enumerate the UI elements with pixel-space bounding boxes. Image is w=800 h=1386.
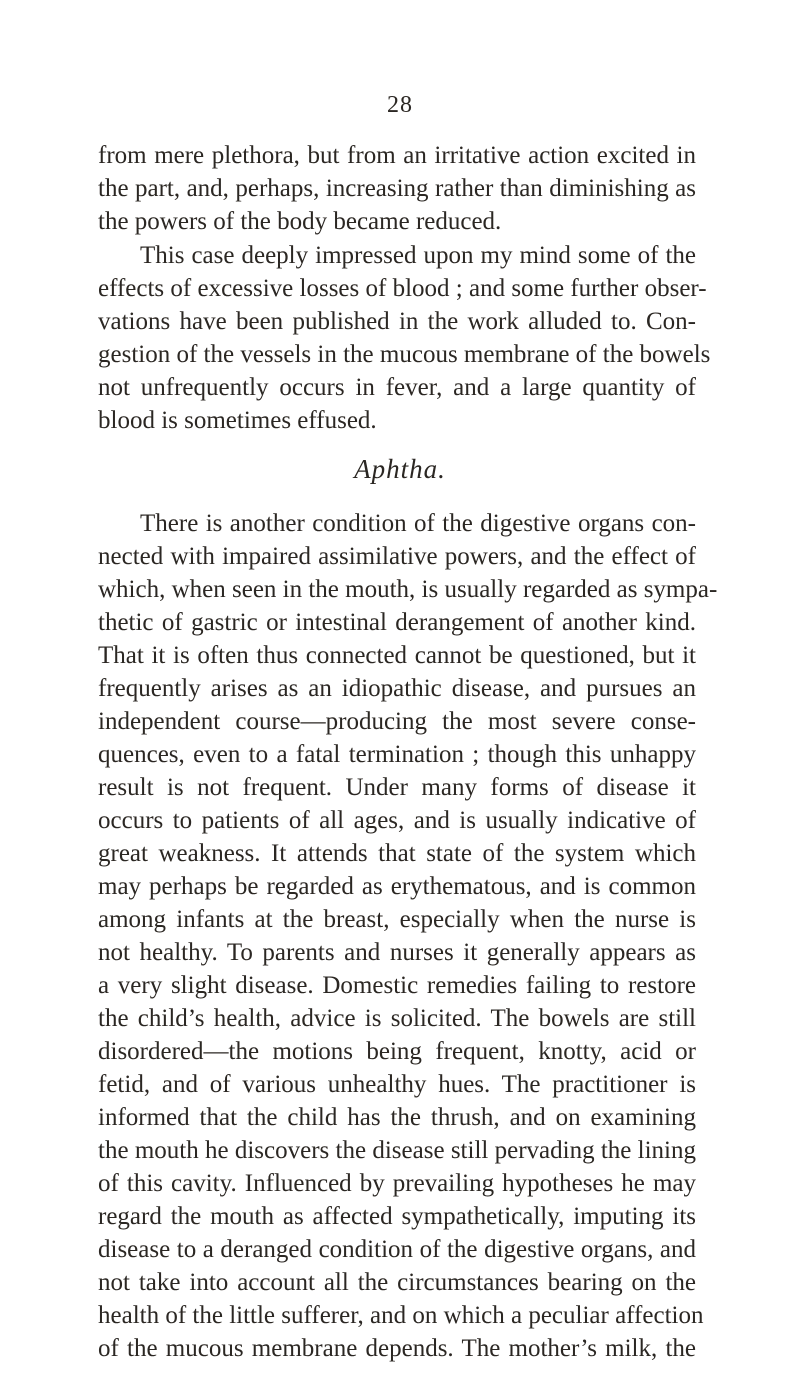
text-line: That it is often thus connected cannot be questioned, but it xyxy=(98,642,696,669)
text-line: among infants at the breast, especially when the nurse is xyxy=(98,906,696,933)
text-line: gestion of the vessels in the mucous membrane of the bowels xyxy=(98,341,711,368)
page-number: 28 xyxy=(387,92,413,118)
text-line: vations have been published in the work alluded to. Con- xyxy=(98,308,696,335)
text-line: may perhaps be regarded as erythematous, and is common xyxy=(98,873,696,900)
text-line: of this cavity. Influenced by prevailing hypotheses he may xyxy=(98,1170,696,1197)
text-line: the powers of the body became reduced. xyxy=(98,208,502,235)
text-line: independent course—producing the most severe conse- xyxy=(98,708,696,735)
text-line: occurs to patients of all ages, and is usually indicative of xyxy=(98,807,696,834)
text-line: the child’s health, advice is solicited. The bowels are still xyxy=(98,1005,696,1032)
text-line: health of the little sufferer, and on which a peculiar affection xyxy=(98,1302,704,1329)
text-line: a very slight disease. Domestic remedies failing to restore xyxy=(98,972,696,999)
text-line: informed that the child has the thrush, and on examining xyxy=(98,1104,696,1131)
text-line: result is not frequent. Under many forms of disease it xyxy=(98,774,696,801)
text-line: blood is sometimes effused. xyxy=(98,407,377,434)
text-line: the part, and, perhaps, increasing rather than diminishing as xyxy=(98,175,696,202)
text-line: thetic of gastric or intestinal derangement of another kind. xyxy=(98,609,696,636)
text-line: not unfrequently occurs in fever, and a large quantity of xyxy=(98,374,696,401)
text-line: great weakness. It attends that state of the system which xyxy=(98,840,696,867)
text-line: There is another condition of the digestive organs con- xyxy=(140,510,696,537)
text-line: effects of excessive losses of blood ; and some further obser- xyxy=(98,275,707,302)
text-line: disease to a deranged condition of the digestive organs, and xyxy=(98,1236,696,1263)
text-line: nected with impaired assimilative powers, and the effect of xyxy=(98,543,696,570)
text-line: the mouth he discovers the disease still pervading the lining xyxy=(98,1137,696,1164)
text-line: from mere plethora, but from an irritative action excited in xyxy=(98,142,696,169)
text-line: not take into account all the circumstances bearing on the xyxy=(98,1269,696,1296)
text-line: not healthy. To parents and nurses it generally appears as xyxy=(98,939,696,966)
text-line: of the mucous membrane depends. The mother’s milk, the xyxy=(98,1335,696,1362)
section-heading: Aphtha. xyxy=(354,454,446,484)
text-line: disordered—the motions being frequent, knotty, acid or xyxy=(98,1038,696,1065)
text-line: which, when seen in the mouth, is usually regarded as sympa- xyxy=(98,576,718,603)
text-line: fetid, and of various unhealthy hues. The practitioner is xyxy=(98,1071,696,1098)
text-line: frequently arises as an idiopathic disease, and pursues an xyxy=(98,675,696,702)
text-line: regard the mouth as affected sympathetically, imputing its xyxy=(98,1203,696,1230)
text-line: quences, even to a fatal termination ; though this unhappy xyxy=(98,741,696,768)
text-line: This case deeply impressed upon my mind some of the xyxy=(140,242,696,269)
